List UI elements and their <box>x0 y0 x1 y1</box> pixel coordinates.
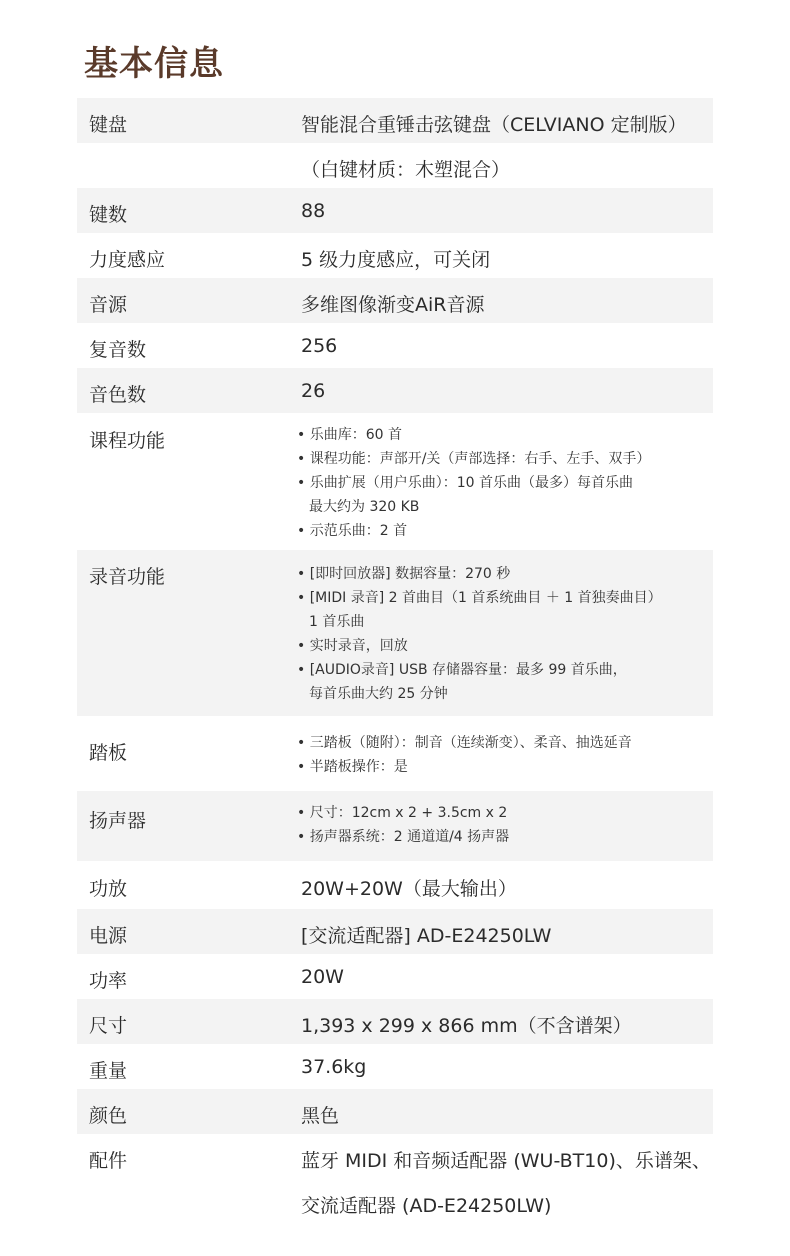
spec-value: （白键材质：木塑混合） <box>301 159 511 181</box>
spec-value: 5 级力度感应，可关闭 <box>301 249 491 271</box>
spec-label: 电源 <box>89 925 128 947</box>
spec-row-keyboard <box>77 98 713 143</box>
spec-label: 键数 <box>89 204 128 226</box>
spec-label: 重量 <box>89 1060 128 1082</box>
spec-row-weight <box>77 1044 713 1089</box>
spec-value: 20W+20W（最大输出） <box>301 878 517 900</box>
spec-label: 复音数 <box>89 339 147 361</box>
spec-label: 颜色 <box>89 1105 128 1127</box>
spec-row-recording <box>77 550 713 716</box>
list-item: • 扬声器系统：2 通道道/4 扬声器 <box>297 829 510 845</box>
spec-value: 26 <box>301 380 326 402</box>
spec-value: 1,393 x 299 x 866 mm（不含谱架） <box>301 1015 632 1037</box>
spec-row-sound-source <box>77 278 713 323</box>
spec-value: 256 <box>301 335 338 357</box>
spec-label: 功率 <box>89 970 128 992</box>
spec-value: 多维图像渐变AiR音源 <box>301 294 485 316</box>
list-item: • 三踏板（随附）：制音（连续渐变）、柔音、抽选延音 <box>297 735 632 751</box>
spec-row-power-consumption <box>77 954 713 999</box>
spec-label: 力度感应 <box>89 249 166 271</box>
spec-value: 交流适配器 (AD-E24250LW) <box>301 1195 552 1217</box>
list-item: • 尺寸：12cm x 2 + 3.5cm x 2 <box>297 805 508 821</box>
spec-row-keys <box>77 188 713 233</box>
spec-value: 20W <box>301 966 344 988</box>
spec-label: 音色数 <box>89 384 147 406</box>
list-item: • 乐曲库：60 首 <box>297 427 402 443</box>
spec-row-accessories-cont <box>77 1179 713 1224</box>
spec-row-speakers <box>77 791 713 861</box>
spec-label: 音源 <box>89 294 128 316</box>
spec-label: 扬声器 <box>89 810 147 832</box>
list-item: • [AUDIO录音] USB 存储器容量：最多 99 首乐曲， <box>297 662 627 678</box>
spec-row-keyboard-material <box>77 143 713 188</box>
spec-label: 尺寸 <box>89 1015 128 1037</box>
spec-label: 踏板 <box>89 742 128 764</box>
list-item: 1 首乐曲 <box>309 614 365 630</box>
spec-row-touch <box>77 233 713 278</box>
list-item: • 实时录音，回放 <box>297 638 408 654</box>
spec-row-amplifier <box>77 861 713 909</box>
spec-bullet-list <box>297 423 650 543</box>
spec-row-color <box>77 1089 713 1134</box>
spec-value: 88 <box>301 200 326 222</box>
spec-label: 配件 <box>89 1150 128 1172</box>
spec-value: 蓝牙 MIDI 和音频适配器 (WU-BT10)、乐谱架、 <box>301 1150 711 1172</box>
list-item: • 半踏板操作：是 <box>297 759 408 775</box>
spec-row-pedals <box>77 716 713 791</box>
spec-row-dimensions <box>77 999 713 1044</box>
spec-bullet-list <box>297 801 509 849</box>
spec-label: 录音功能 <box>89 566 166 588</box>
spec-label: 键盘 <box>89 114 128 136</box>
section-title: 基本信息 <box>84 44 224 84</box>
spec-row-accessories <box>77 1134 713 1179</box>
spec-value: 智能混合重锤击弦键盘（CELVIANO 定制版） <box>301 114 687 136</box>
spec-bullet-list <box>297 562 662 706</box>
spec-bullet-list <box>297 731 632 779</box>
spec-row-power-supply <box>77 909 713 954</box>
list-item: • [MIDI 录音] 2 首曲目（1 首系统曲目 ＋ 1 首独奏曲目） <box>297 590 662 606</box>
spec-row-tones <box>77 368 713 413</box>
list-item: 每首乐曲大约 25 分钟 <box>309 686 448 702</box>
list-item: • 课程功能：声部开/关（声部选择：右手、左手、双手） <box>297 451 651 467</box>
spec-value: 黑色 <box>301 1105 340 1127</box>
spec-table <box>77 98 713 1224</box>
spec-row-lesson <box>77 413 713 550</box>
spec-label: 功放 <box>89 878 128 900</box>
spec-label: 课程功能 <box>89 430 166 452</box>
spec-value: [交流适配器] AD-E24250LW <box>301 925 552 947</box>
list-item: 最大约为 320 KB <box>309 499 420 515</box>
list-item: • [即时回放器] 数据容量：270 秒 <box>297 566 511 582</box>
spec-value: 37.6kg <box>301 1056 367 1078</box>
list-item: • 示范乐曲：2 首 <box>297 523 408 539</box>
list-item: • 乐曲扩展（用户乐曲）：10 首乐曲（最多）每首乐曲 <box>297 475 633 491</box>
spec-row-polyphony <box>77 323 713 368</box>
